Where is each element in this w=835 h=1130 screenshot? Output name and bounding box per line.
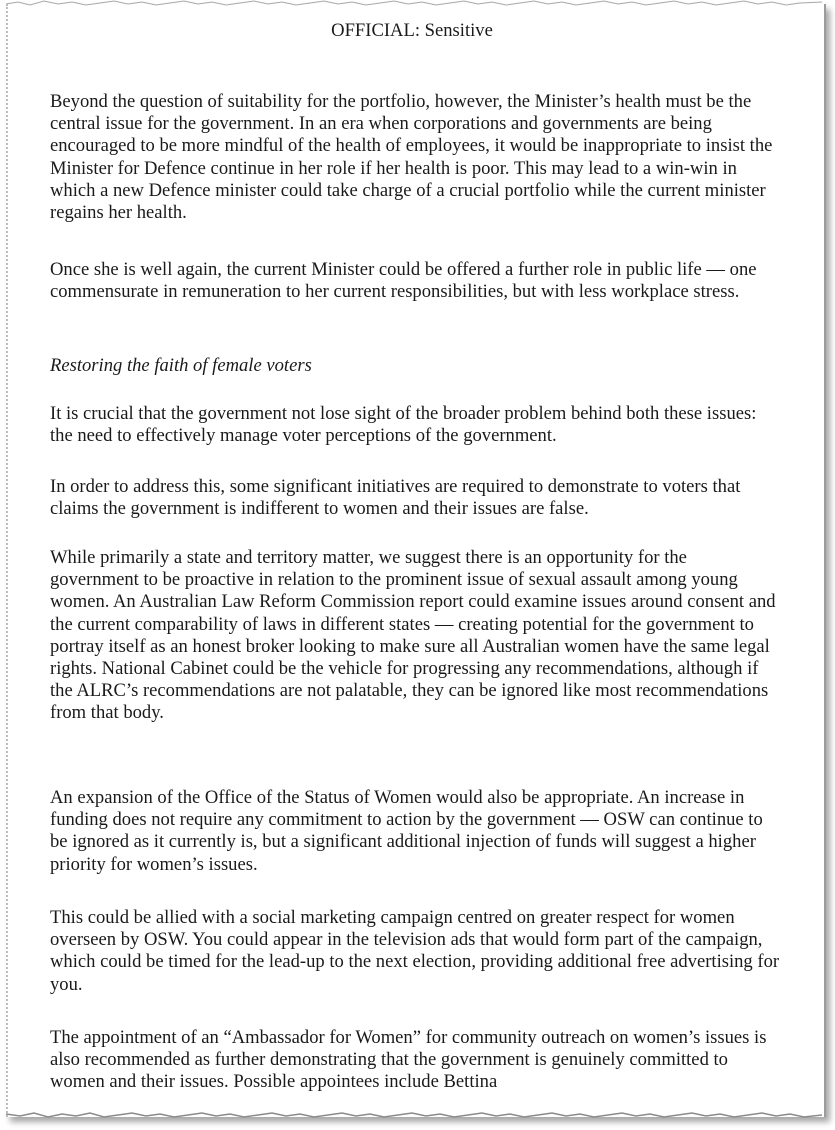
paragraph-osw-expansion: An expansion of the Office of the Status of Women would also be appropriate. An increase in funding does not require any commitment to action by the government — OSW can continue to be ignored as it currently is, but a significant additional injection of funds will suggest a higher priority for women’s issues. (50, 787, 763, 875)
classification-marking: OFFICIAL: Sensitive (331, 20, 493, 41)
paragraph-minister-health: Beyond the question of suitability for the portfolio, however, the Minister’s health must be the central issue for the government. In an era when corporations and governments are being encouraged to be more mindful of the health of employees, it would be inappropriate to insist the Minister for Defence continue in her role if her health is poor. This may lead to a win-win in which a new Defence minister could take charge of a crucial portfolio while the current minister regains her health. (50, 91, 773, 224)
paragraph-initiatives: In order to address this, some significant initiatives are required to demonstrate to voters that claims the government is indifferent to women and their issues are false. (50, 476, 741, 520)
paragraph-voter-perceptions: It is crucial that the government not lose sight of the broader problem behind both these issues: the need to effectively manage voter perceptions of the government. (50, 403, 757, 447)
paragraph-marketing-campaign: This could be allied with a social marketing campaign centred on greater respect for women overseen by OSW. You could appear in the television ads that would form part of the campaign, which could be timed for the lead-up to the next election, providing additional free advertising for you. (50, 907, 780, 995)
torn-edge-top (6, 0, 822, 6)
paragraph-alrc-report: While primarily a state and territory matter, we suggest there is an opportunity for the government to be proactive in relation to the prominent issue of sexual assault among young women. An Australian Law Reform Commission report could examine issues around consent and the current comparability of laws in different states — creating potential for the government to portray itself as an honest broker looking to make sure all Australian women have the same legal rights. National Cabinet could be the vehicle for progressing any recommendations, although if the ALRC’s recommendations are not palatable, they can be ignored like most recommendations from that body. (50, 547, 776, 724)
paragraph-ambassador: The appointment of an “Ambassador for Women” for community outreach on women’s issues is also recommended as further demonstrating that the government is genuinely committed to women and their issues. Possible appointees include Bettina (50, 1027, 767, 1093)
torn-edge-bottom (6, 1112, 822, 1118)
paragraph-further-role: Once she is well again, the current Minister could be offered a further role in public life — one commensurate in remuneration to her current responsibilities, but with less workplace stress. (50, 259, 757, 303)
section-heading: Restoring the faith of female voters (50, 355, 312, 376)
